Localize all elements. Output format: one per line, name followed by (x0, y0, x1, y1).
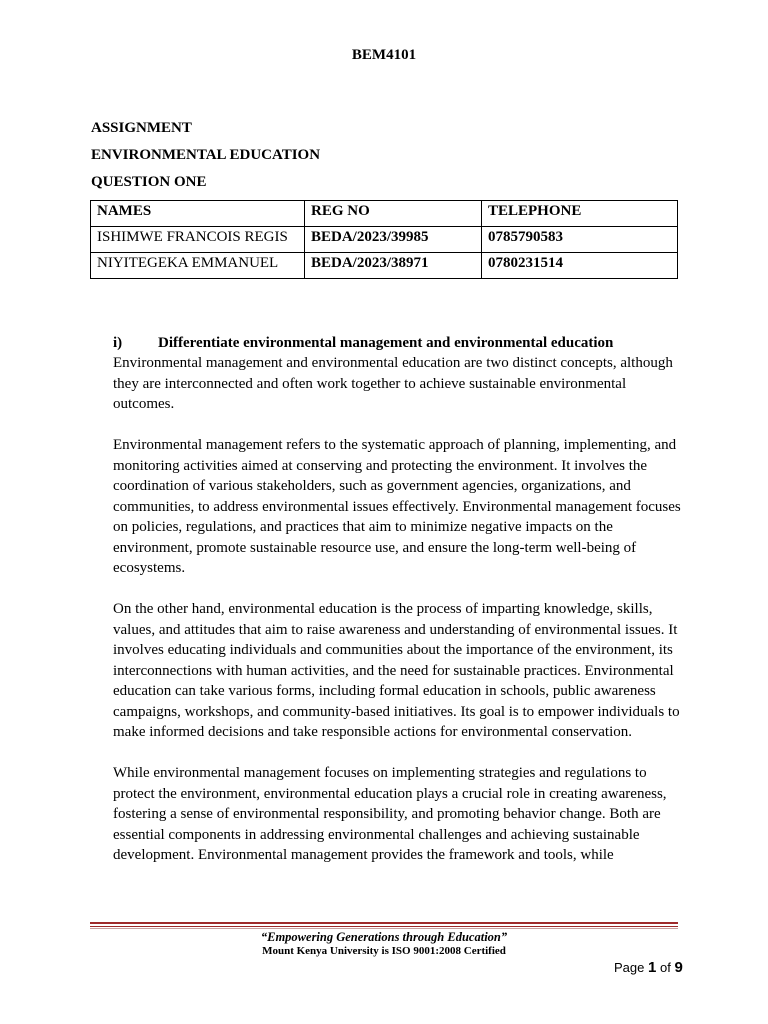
member-telephone: 0785790583 (482, 227, 678, 253)
section-number: i) (113, 335, 123, 351)
paragraph: Environmental management refers to the systematic approach of planning, implementing, and monitoring activities aimed at conserving and protecting the environment. It involves the coordination of various stakeholders, such as government agencies, organizations, and communities, to address environmental issues effectively. Environmental management focuses on policies, regulations, and practices that aim to minimize negative impacts on the environment, promote sustainable resource use, and ensure the long-term well-being of ecosystems. (113, 437, 681, 576)
section-body (113, 353, 683, 886)
member-reg-no: BEDA/2023/39985 (305, 227, 482, 253)
column-header-reg-no: REG NO (305, 201, 482, 227)
member-name: NIYITEGEKA EMMANUEL (91, 253, 305, 279)
paragraph: While environmental management focuses on implementing strategies and regulations to protect the environment, environmental education plays a crucial role in creating awareness, fostering a sense of environmental responsibility, and promoting behavior change. Both are essential components in addressing environmental challenges and achieving sustainable development. Environmental management provides the framework and tools, while (113, 765, 667, 863)
member-reg-no: BEDA/2023/38971 (305, 253, 482, 279)
footer-certification: Mount Kenya University is ISO 9001:2008 Certified (262, 945, 506, 957)
assignment-heading: ASSIGNMENT (91, 120, 192, 136)
paragraph: Environmental management and environmental education are two distinct concepts, although they are interconnected and often work together to achieve sustainable environmental outcomes. (113, 355, 673, 412)
member-telephone: 0780231514 (482, 253, 678, 279)
table-row (91, 253, 678, 279)
footer-rule (90, 922, 678, 929)
table-row (91, 227, 678, 253)
column-header-names: NAMES (91, 201, 305, 227)
table-header-row (91, 201, 678, 227)
section-heading (113, 335, 613, 352)
course-code: BEM4101 (351, 47, 417, 63)
paragraph: On the other hand, environmental education is the process of imparting knowledge, skills, values, and attitudes that aim to raise awareness and understanding of environmental issues. It involves educating individuals and communities about the importance of the environment, its interconnections with human activities, and the need for sustainable practices. Environmental education can take various forms, including formal education in schools, public awareness campaigns, workshops, and community-based initiatives. Its goal is to empower individuals to make informed decisions and take responsible actions for environmental conservation. (113, 601, 680, 740)
page-total: 9 (674, 959, 683, 976)
column-header-telephone: TELEPHONE (482, 201, 678, 227)
footer-motto: “Empowering Generations through Education” (260, 930, 508, 944)
page-current: 1 (648, 959, 657, 976)
page-label: Page (614, 960, 645, 975)
section-title: Differentiate environmental management and environmental education (158, 335, 614, 351)
members-table (90, 200, 678, 279)
page-of: of (659, 960, 671, 975)
question-heading: QUESTION ONE (91, 174, 207, 190)
member-name: ISHIMWE FRANCOIS REGIS (91, 227, 305, 253)
page-number (614, 959, 683, 976)
subject-heading: ENVIRONMENTAL EDUCATION (91, 147, 321, 163)
